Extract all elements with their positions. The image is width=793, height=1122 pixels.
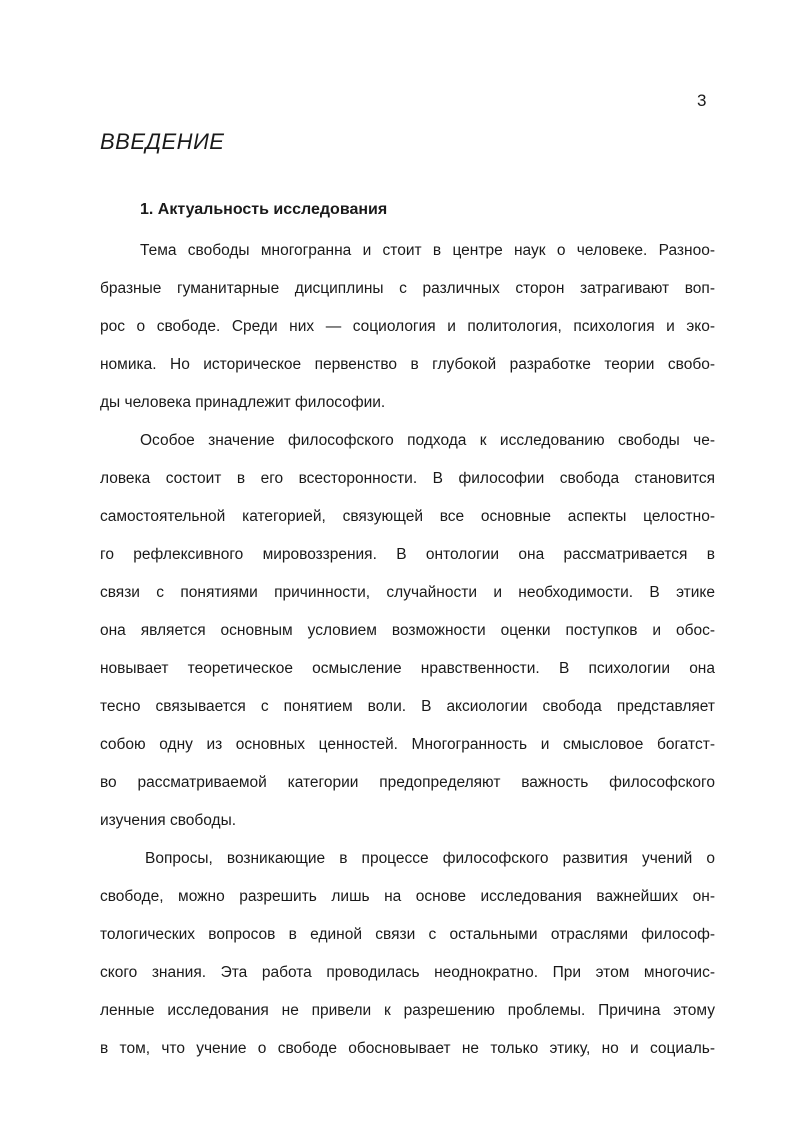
document-body <box>100 232 715 1068</box>
text-line: самостоятельной категорией, связующей все основные аспекты целостно- <box>100 508 715 525</box>
text-line: рос о свободе. Среди них — социология и политология, психология и эко- <box>100 318 715 335</box>
paragraph-3 <box>100 840 715 1068</box>
text-line: ленные исследования не привели к разрешению проблемы. Причина этому <box>100 1002 715 1019</box>
text-line: бразные гуманитарные дисциплины с различных сторон затрагивают воп- <box>100 280 715 297</box>
text-line: ловека состоит в его всесторонности. В философии свобода становится <box>100 470 715 487</box>
text-line: ского знания. Эта работа проводилась неоднократно. При этом многочис- <box>100 964 715 981</box>
text-line: ды человека принадлежит философии. <box>100 394 386 411</box>
text-line: она является основным условием возможности оценки поступков и обос- <box>100 622 715 639</box>
paragraph-2 <box>100 422 715 840</box>
text-line: Вопросы, возникающие в процессе философского развития учений о <box>145 850 715 867</box>
text-line: Тема свободы многогранна и стоит в центре наук о человеке. Разноо- <box>140 242 715 259</box>
text-line: связи с понятиями причинности, случайности и необходимости. В этике <box>100 584 715 601</box>
chapter-title: ВВЕДЕНИЕ <box>100 129 225 154</box>
text-line: во рассматриваемой категории предопределяют важность философского <box>100 774 715 791</box>
text-line: номика. Но историческое первенство в глубокой разработке теории свобо- <box>100 356 715 373</box>
text-line: в том, что учение о свободе обосновывает не только этику, но и социаль- <box>100 1040 715 1057</box>
section-title: 1. Актуальность исследования <box>140 201 388 218</box>
text-line: Особое значение философского подхода к исследованию свободы че- <box>140 432 715 449</box>
text-line: собою одну из основных ценностей. Многогранность и смысловое богатст- <box>100 736 715 753</box>
text-line: новывает теоретическое осмысление нравственности. В психологии она <box>100 660 715 677</box>
text-line: изучения свободы. <box>100 812 237 829</box>
page-number: 3 <box>697 91 707 110</box>
text-line: го рефлексивного мировоззрения. В онтологии она рассматривается в <box>100 546 715 563</box>
text-line: тесно связывается с понятием воли. В аксиологии свобода представляет <box>100 698 715 715</box>
text-line: тологических вопросов в единой связи с остальными отраслями философ- <box>100 926 715 943</box>
paragraph-1 <box>100 232 715 422</box>
text-line: свободе, можно разрешить лишь на основе исследования важнейших он- <box>100 888 715 905</box>
